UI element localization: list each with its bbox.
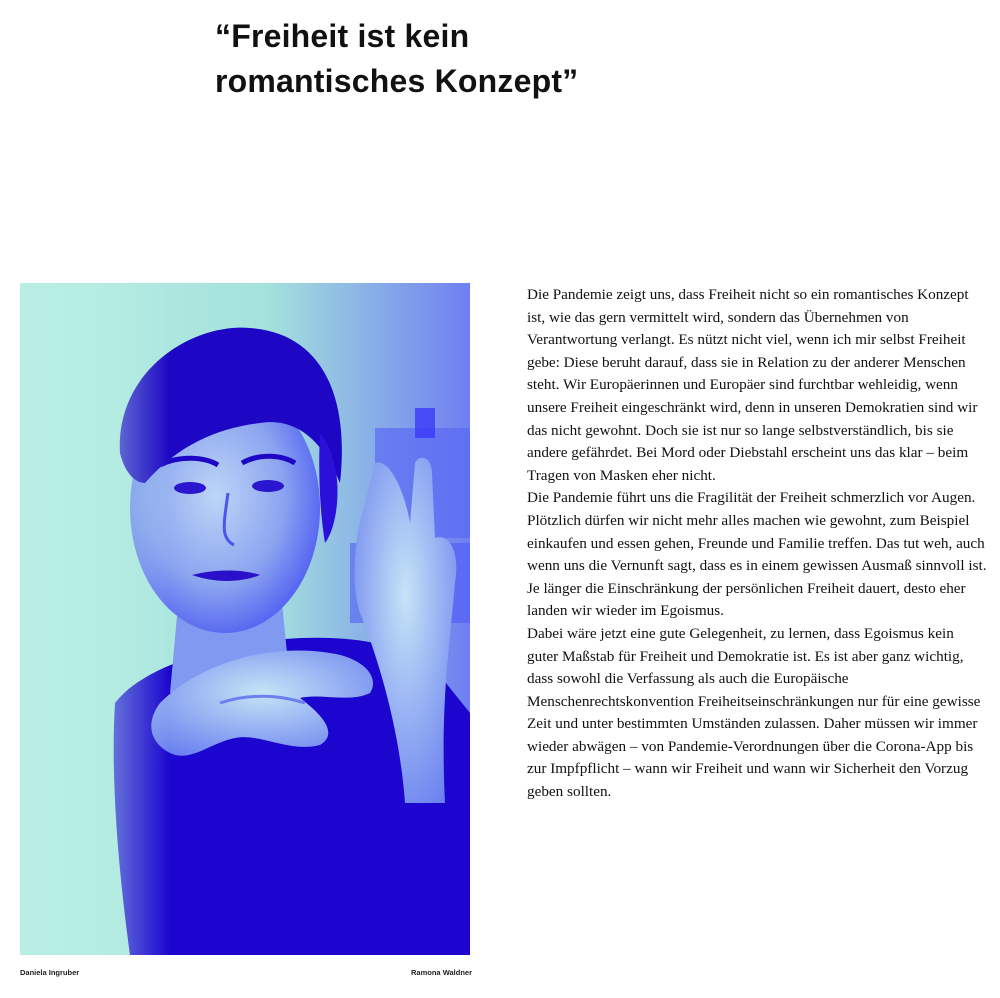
portrait-photo-icon [20, 283, 470, 955]
article-paragraph: Die Pandemie zeigt uns, dass Freiheit nicht so ein romantisches Konzept ist, wie das gern vermittelt wird, sondern das Übernehmen von Verantwortung verlangt. Es nützt nicht viel, wenn ich mir selbst Freiheit gebe: Diese beruht darauf, dass sie in Relation zu der anderer Menschen steht. Wir Europäerinnen und Europäer sind furchtbar wehleidig, wenn unsere Freiheit eingeschränkt wird, denn in unseren Demokratien sind wir das nicht gewohnt. Doch sie ist nur so lange selbstverständlich, bis sie andere gefährdet. Bei Mord oder Diebstahl erscheint uns das klar – beim Tragen von Masken eher nicht. [527, 286, 978, 484]
article-paragraph: Die Pandemie führt uns die Fragilität der Freiheit schmerzlich vor Augen. Plötzlich dürfen wir nicht mehr alles machen wie gewohnt, zum Beispiel einkaufen und essen gehen, Freunde und Familie treffen. Das tut weh, auch wenn uns die Vernunft sagt, dass es in einem gewissen Ausmaß sinnvoll ist. Je länger die Einschränkung der persönlichen Freiheit dauert, desto eher landen wir wieder im Egoismus. [527, 489, 987, 620]
headline-line-1: “Freiheit ist kein [215, 18, 470, 54]
credit-left: Daniela Ingruber [20, 968, 80, 977]
headline [215, 14, 735, 104]
credit-right: Ramona Waldner [411, 968, 472, 977]
headline-line-2: romantisches Konzept” [215, 63, 579, 99]
portrait-photo [20, 283, 470, 955]
article-body [527, 284, 987, 804]
article-paragraph: Dabei wäre jetzt eine gute Gelegenheit, zu lernen, dass Egoismus kein guter Maßstab für Freiheit und Demokratie ist. Es ist aber ganz wichtig, dass sowohl die Verfassung als auch die Europäische Menschenrechtskonvention Freiheitseinschränkungen nur für eine gewisse Zeit und unter bestimmten Umständen zulassen. Daher müssen wir immer wieder abwägen – von Pandemie-Verordnungen über die Corona-App bis zur Impfpflicht – wann wir Freiheit und wann wir Sicherheit den Vorzug geben sollten. [527, 624, 981, 801]
